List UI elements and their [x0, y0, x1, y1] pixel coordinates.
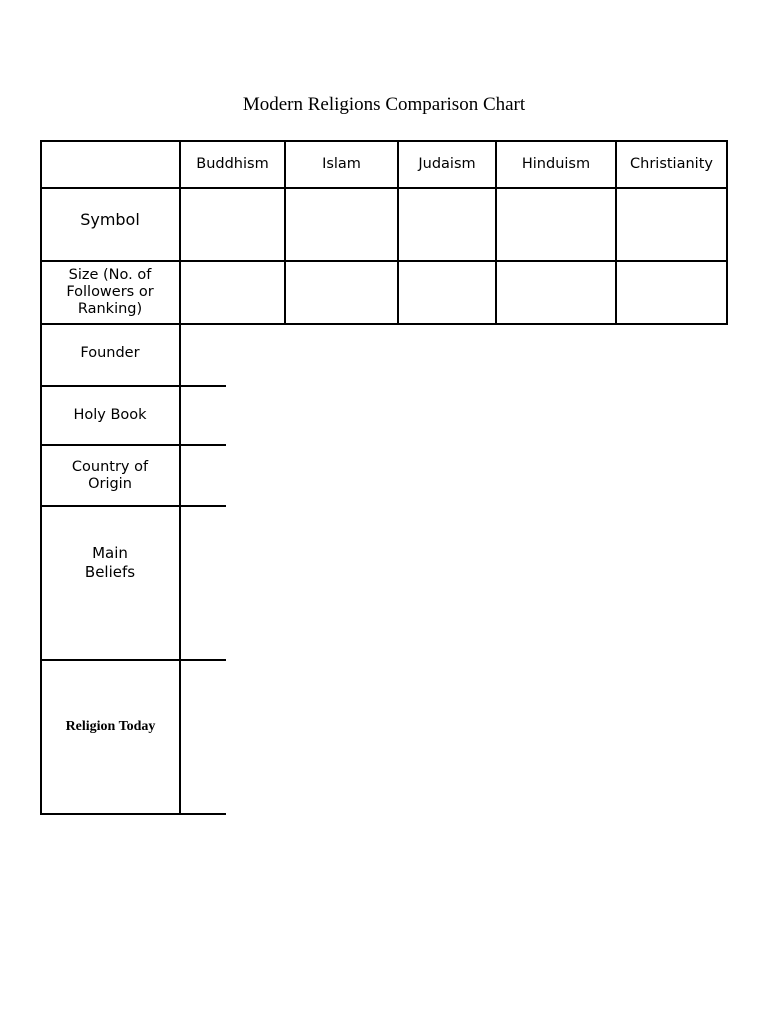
- row-label-symbol: Symbol: [80, 210, 140, 229]
- table-rule: [40, 813, 226, 815]
- column-header-hinduism: Hinduism: [521, 156, 591, 172]
- column-header-buddhism: Buddhism: [196, 156, 269, 172]
- row-label-main-beliefs: Main Beliefs: [84, 544, 136, 581]
- table-rule: [179, 140, 181, 815]
- column-header-christianity: Christianity: [630, 156, 713, 172]
- table-rule: [726, 140, 728, 325]
- column-header-islam: Islam: [322, 156, 361, 172]
- row-label-size: Size (No. of Followers or Ranking): [66, 267, 154, 317]
- table-rule: [40, 505, 226, 507]
- row-label-founder: Founder: [80, 344, 140, 361]
- document-title: Modern Religions Comparison Chart: [242, 94, 526, 115]
- row-label-holy-book: Holy Book: [73, 407, 147, 423]
- row-label-country-of-origin: Country of Origin: [71, 458, 149, 492]
- column-header-judaism: Judaism: [418, 156, 476, 172]
- row-label-religion-today: Religion Today: [65, 718, 156, 734]
